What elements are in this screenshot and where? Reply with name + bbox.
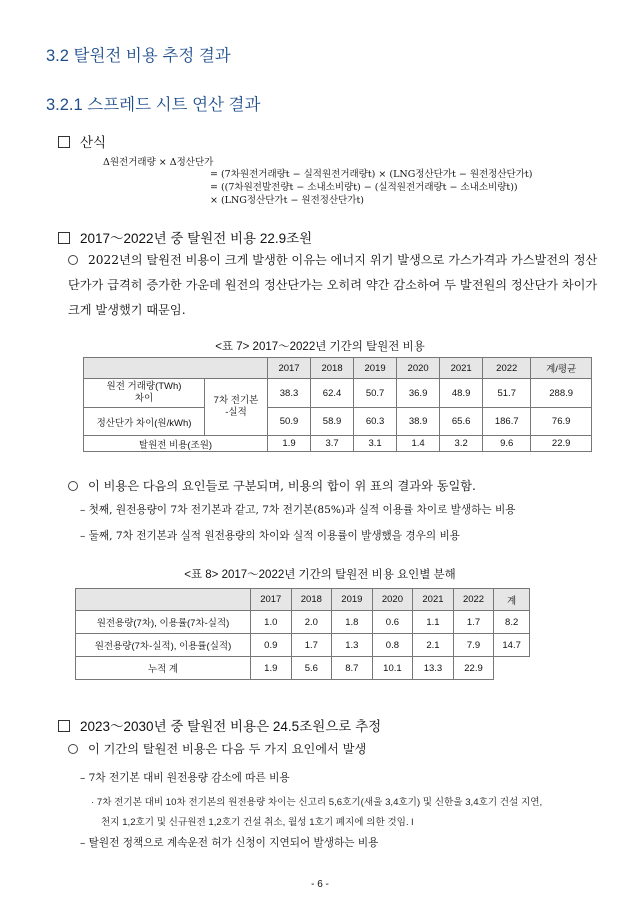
table8-cell: 7.9	[453, 634, 494, 657]
table7-header: 2021	[440, 358, 483, 379]
table7-cell: 62.4	[311, 379, 354, 408]
section3-lead	[68, 737, 366, 762]
subsection-heading: 3.2.1 스프레드 시트 연산 결과	[46, 96, 261, 114]
table8-header: 2018	[291, 589, 332, 611]
table7-header: 2022	[483, 358, 531, 379]
table7-cell: 65.6	[440, 408, 483, 436]
table8-cell: 2.0	[291, 611, 332, 634]
table8-cell: 1.9	[251, 657, 292, 680]
table7-cell: 38.3	[268, 379, 311, 408]
circle-bullet-icon	[68, 255, 78, 265]
checkbox-square-icon	[58, 720, 70, 732]
table8-header: 2021	[413, 589, 454, 611]
formula-lhs: Δ원전거래량 × Δ정산단가	[103, 157, 214, 168]
table8-cell: 2.1	[413, 634, 454, 657]
table7-row-label: 탈원전 비용(조원)	[84, 436, 268, 452]
factors-lead	[68, 474, 476, 499]
table8-cell: 1.7	[453, 611, 494, 634]
table8-cell: 13.3	[413, 657, 454, 680]
table7-cell: 50.7	[354, 379, 397, 408]
table8-cell: 14.7	[494, 634, 530, 657]
section2-title-text: 2017～2022년 중 탈원전 비용 22.9조원	[80, 231, 313, 246]
table8-header: 2017	[251, 589, 292, 611]
formula-line-2: = ((7차원전발전량t − 소내소비량t) − (실적원전거래량t − 소내소비량t))	[210, 182, 518, 193]
table7-cell: 288.9	[531, 379, 592, 408]
table7-header: 2017	[268, 358, 311, 379]
circle-bullet-icon	[68, 744, 78, 754]
factor-second: – 둘째, 7차 전기본과 실적 원전용량의 차이와 실적 이용률이 발생했을 경우의 비용	[80, 530, 460, 542]
section3-title-text: 2023～2030년 중 탈원전 비용은 24.5조원으로 추정	[80, 719, 382, 734]
section3-note-line2: 천지 1,2호기 및 신규원전 1,2호기 건설 취소, 월성 1호기 폐지에 의한 것임. l	[101, 817, 414, 828]
section3-lead-text: 이 기간의 탈원전 비용은 다음 두 가지 요인에서 발생	[88, 742, 367, 756]
table7-cell: 1.9	[268, 436, 311, 452]
table8-header: 2020	[372, 589, 413, 611]
table7	[83, 357, 592, 452]
table7-cell: 9.6	[483, 436, 531, 452]
table8-cell: 0.6	[372, 611, 413, 634]
table7-cell: 3.2	[440, 436, 483, 452]
table8-row-label: 원전용량(7차-실적), 이용률(실적)	[76, 634, 251, 657]
formula-section-title	[58, 131, 106, 151]
table8-cell: 8.2	[494, 611, 530, 634]
table8-cell: 1.1	[413, 611, 454, 634]
table8-cell: 1.0	[251, 611, 292, 634]
table7-cell: 38.9	[397, 408, 440, 436]
section3-note-line1: · 7차 전기본 대비 10차 전기본의 원전용량 차이는 신고리 5,6호기(새울 3,4호기) 및 신한울 3,4호기 건설 지연,	[91, 797, 543, 808]
cost-2017-2022-title	[58, 227, 312, 247]
table8-cell-empty	[494, 657, 530, 680]
table8-cell: 8.7	[332, 657, 373, 680]
table7-cell: 76.9	[531, 408, 592, 436]
table8-cell: 1.3	[332, 634, 373, 657]
table7-cell: 51.7	[483, 379, 531, 408]
section3-item1: – 7차 전기본 대비 원전용량 감소에 따른 비용	[80, 772, 290, 784]
table7-header: 2020	[397, 358, 440, 379]
table7-corner-cell	[84, 358, 268, 379]
cost-2023-2030-title	[58, 715, 381, 735]
section3-item2: – 탈원전 정책으로 계속운전 허가 신청이 지연되어 발생하는 비용	[80, 837, 379, 849]
table8-caption: <표 8> 2017～2022년 기간의 탈원전 비용 요인별 분해	[184, 569, 456, 581]
table7-header: 2019	[354, 358, 397, 379]
table8	[75, 588, 530, 680]
table8-cell: 1.8	[332, 611, 373, 634]
circle-bullet-icon	[68, 481, 78, 491]
table8-header: 2022	[453, 589, 494, 611]
table7-header: 계/평균	[531, 358, 592, 379]
table7-cell: 50.9	[268, 408, 311, 436]
table7-row-label: 원전 거래량(TWh) 차이	[84, 379, 205, 408]
section2-paragraph	[68, 248, 598, 323]
formula-line-3: × (LNG정산단가t − 원전정산단가t)	[210, 195, 365, 206]
table8-corner-cell	[76, 589, 251, 611]
table7-cell: 3.1	[354, 436, 397, 452]
table8-cell: 10.1	[372, 657, 413, 680]
table7-group-label: 7차 전기본 -실적	[205, 379, 268, 436]
table7-cell: 1.4	[397, 436, 440, 452]
table7-cell: 22.9	[531, 436, 592, 452]
table8-cell: 1.7	[291, 634, 332, 657]
checkbox-square-icon	[58, 136, 70, 148]
table7-cell: 48.9	[440, 379, 483, 408]
table8-cell: 22.9	[453, 657, 494, 680]
section-heading: 3.2 탈원전 비용 추정 결과	[46, 47, 231, 65]
table8-cell: 0.8	[372, 634, 413, 657]
table8-header: 계	[494, 589, 530, 611]
formula-line-1: = (7차원전거래량t − 실적원전거래량t) × (LNG정산단가t − 원전정산단가t)	[210, 169, 533, 180]
table8-row-label: 누적 계	[76, 657, 251, 680]
page-number: - 6 -	[311, 879, 329, 890]
formula-label: 산식	[80, 135, 107, 150]
table8-cell: 5.6	[291, 657, 332, 680]
table7-cell: 3.7	[311, 436, 354, 452]
table7-caption: <표 7> 2017～2022년 기간의 탈원전 비용	[215, 341, 425, 353]
table7-cell: 36.9	[397, 379, 440, 408]
table7-cell: 60.3	[354, 408, 397, 436]
table8-header: 2019	[332, 589, 373, 611]
section2-paragraph-text: 2022년의 탈원전 비용이 크게 발생한 이유는 에너지 위기 발생으로 가스가격과 가스발전의 정산단가가 급격히 증가한 가운데 원전의 정산단가는 오히려 약간 감소하여 두 발전원의 정산단가 차이가 크게 발생했기 때문임.	[68, 253, 598, 317]
factors-lead-text: 이 비용은 다음의 요인들로 구분되며, 비용의 합이 위 표의 결과와 동일함.	[88, 479, 476, 493]
table7-header: 2018	[311, 358, 354, 379]
table7-cell: 186.7	[483, 408, 531, 436]
table7-cell: 58.9	[311, 408, 354, 436]
table8-row-label: 원전용량(7차), 이용률(7차-실적)	[76, 611, 251, 634]
table7-row-label: 정산단가 차이(원/kWh)	[84, 408, 205, 436]
factor-first: – 첫째, 원전용량이 7차 전기본과 같고, 7차 전기본(85%)과 실적 이용률 차이로 발생하는 비용	[80, 504, 516, 516]
checkbox-square-icon	[58, 232, 70, 244]
table8-cell: 0.9	[251, 634, 292, 657]
